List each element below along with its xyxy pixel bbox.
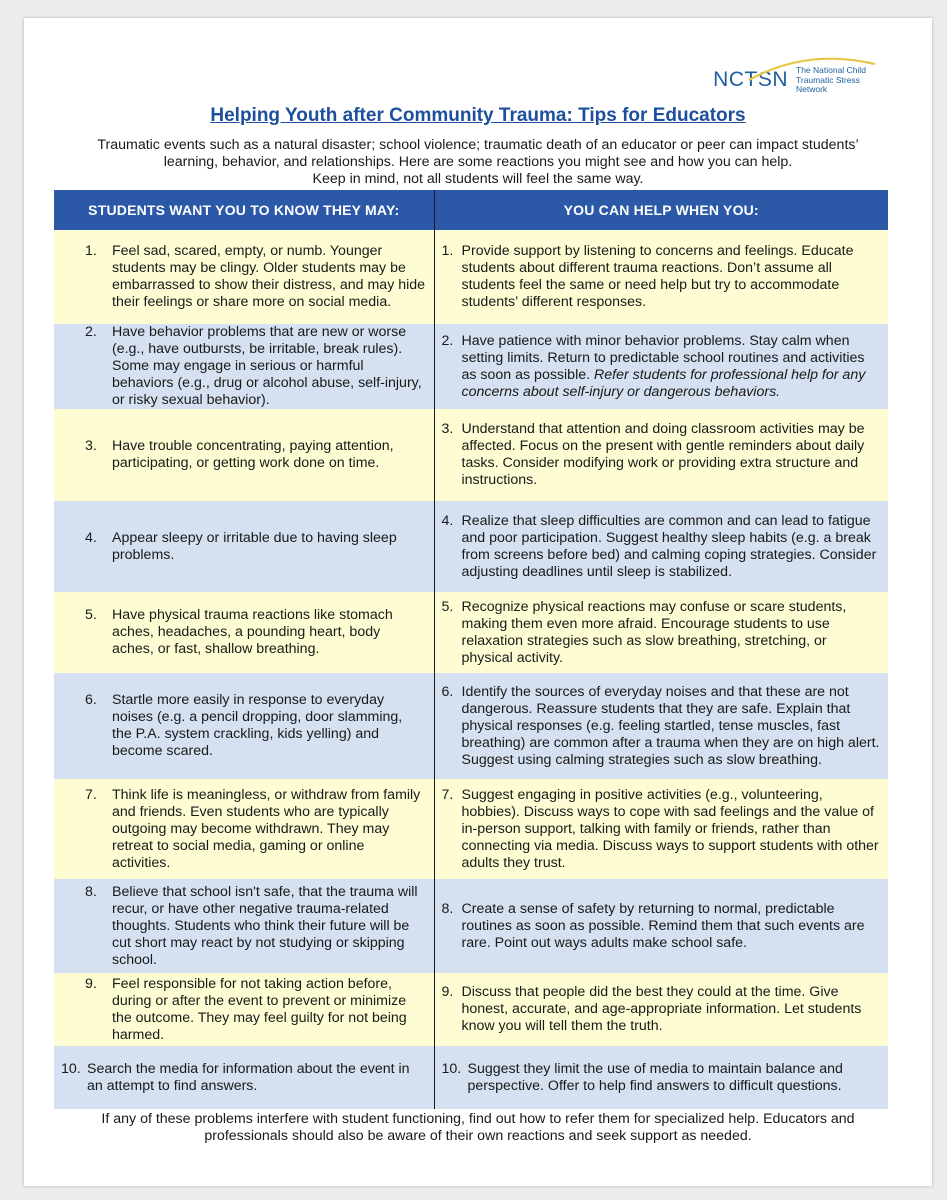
reaction-text: Appear sleepy or irritable due to having sleep problems.	[112, 529, 397, 563]
help-text: Provide support by listening to concerns and feelings. Educate students about different trauma reactions. Don’t assume all students feel the same or need help but try to accommodate students’ different responses.	[461, 243, 854, 310]
reaction-text: Have trouble concentrating, paying attention, participating, or getting work done on time.	[112, 438, 394, 471]
page-title: Helping Youth after Community Trauma: Tips for Educators	[210, 105, 746, 126]
table-row	[54, 230, 888, 324]
nctsn-logo	[713, 66, 888, 95]
reaction-cell	[54, 1046, 434, 1109]
intro-line: Traumatic events such as a natural disaster; school violence; traumatic death of an educator or peer can impact students’	[97, 137, 859, 153]
item-number: 2.	[441, 332, 454, 349]
help-cell	[434, 973, 888, 1046]
table-row	[54, 592, 888, 673]
item-number: 2.	[85, 324, 97, 340]
item-number: 4.	[85, 529, 97, 546]
logo-tagline: The National Child Traumatic Stress Network	[796, 65, 866, 94]
reaction-cell	[54, 973, 434, 1046]
item-number: 8.	[85, 883, 97, 900]
logo-mark	[713, 68, 788, 92]
logo-arc-icon	[747, 54, 877, 82]
reaction-text: Have behavior problems that are new or worse (e.g., have outbursts, be irritable, break rules). Some may engage in serious or harmful behaviors (e.g., drug or alcohol abuse, self-injury, or risky sexual behavior).	[112, 324, 422, 408]
help-text: Suggest engaging in positive activities (e.g., volunteering, hobbies). Discuss ways to cope with sad feelings and the value of in-person support, talking with family or friends, rather than connecting via media. Discuss ways to support students with other adults they trust.	[461, 786, 879, 871]
table-row	[54, 673, 888, 779]
table-row	[54, 501, 888, 592]
reaction-text: Believe that school isn't safe, that the trauma will recur, or have other negative trauma-related thoughts. Students who think their future will be cut short may react by not studying or skipping school.	[112, 883, 418, 968]
help-text: Recognize physical reactions may confuse or scare students, making them even more afraid. Encourage students to use relaxation strategies such as slow breathing, stretching, or physical activity.	[461, 598, 847, 666]
reaction-cell	[54, 324, 434, 409]
table-row	[54, 973, 888, 1046]
table-row	[54, 779, 888, 879]
help-text: Have patience with minor behavior problems. Stay calm when setting limits. Return to predictable school routines and activities as soon as possible.	[461, 332, 865, 383]
table-row	[54, 879, 888, 973]
item-number: 1.	[85, 243, 97, 259]
reaction-cell	[54, 592, 434, 673]
table-row	[54, 324, 888, 409]
help-text: Identify the sources of everyday noises and that these are not dangerous. Reassure students that they are safe. Explain that physical responses (e.g. feeling startled, tense muscles, fast breathing) are common after a trauma when they are on high alert. Suggest using calming strategies such as slow breathing.	[461, 683, 880, 768]
help-cell	[434, 592, 888, 673]
intro-line: learning, behavior, and relationships. Here are some reactions you might see and how you can help.	[163, 154, 793, 170]
item-number: 10.	[61, 1060, 81, 1077]
reaction-cell	[54, 501, 434, 592]
item-number: 4.	[441, 512, 454, 529]
document-page	[24, 18, 932, 1186]
logo-wordmark: NCTSN	[713, 68, 788, 92]
help-cell	[434, 1046, 888, 1109]
reaction-text: Have physical trauma reactions like stomach aches, headaches, a pounding heart, body aches, or fast, shallow breathing.	[112, 607, 393, 657]
header-students-may: STUDENTS WANT YOU TO KNOW THEY MAY:	[54, 190, 434, 230]
item-number: 1.	[441, 243, 454, 259]
item-number: 3.	[85, 438, 97, 454]
table-row	[54, 1046, 888, 1109]
item-number: 3.	[441, 421, 454, 437]
reaction-text: Feel responsible for not taking action before, during or after the event to prevent or minimize the outcome. They may feel guilty for not being harmed.	[112, 975, 407, 1043]
table-row	[54, 409, 888, 501]
reaction-cell	[54, 673, 434, 779]
help-cell	[434, 501, 888, 592]
reaction-text: Feel sad, scared, empty, or numb. Younger students may be clingy. Older students may be embarrassed to show their distress, and may hide their feelings or share more on social media.	[112, 243, 426, 310]
item-number: 5.	[85, 607, 97, 623]
reaction-text: Startle more easily in response to everyday noises (e.g. a pencil dropping, door slamming, the P.A. system crackling, kids yelling) and become scared.	[112, 692, 403, 759]
reaction-cell	[54, 879, 434, 973]
intro-line: Keep in mind, not all students will feel the same way.	[312, 171, 644, 187]
help-text: Understand that attention and doing classroom activities may be affected. Focus on the present with gentle reminders about daily tasks. Consider modifying work or providing extra structure and instructions.	[461, 421, 865, 488]
reaction-cell	[54, 230, 434, 324]
item-number: 10.	[441, 1060, 462, 1077]
help-text: Realize that sleep difficulties are common and can lead to fatigue and poor participation. Suggest healthy sleep habits (e.g. a break from screens before bed) and calming coping strategies. Consider adjusting deadlines until sleep is stabilized.	[461, 512, 877, 580]
reaction-text: Think life is meaningless, or withdraw from family and friends. Even students who are typically outgoing may become withdrawn. They may retreat to social media, gaming or online activities.	[112, 786, 421, 871]
item-number: 9.	[85, 975, 97, 992]
reaction-cell	[54, 409, 434, 501]
help-text: Create a sense of safety by returning to normal, predictable routines as soon as possible. Remind them that such events are rare. Point out ways adults make school safe.	[461, 900, 865, 951]
tips-table	[54, 190, 888, 1109]
item-number: 7.	[441, 786, 454, 803]
reaction-cell	[54, 779, 434, 879]
header-you-can-help: YOU CAN HELP WHEN YOU:	[434, 190, 888, 230]
table-header-row	[54, 190, 888, 230]
reaction-text: Search the media for information about the event in an attempt to find answers.	[87, 1060, 410, 1094]
help-cell	[434, 324, 888, 409]
item-number: 9.	[441, 984, 454, 1000]
help-text: Discuss that people did the best they could at the time. Give honest, accurate, and age-appropriate information. Let students know you will tell them the truth.	[461, 984, 862, 1034]
footer-note	[54, 1111, 902, 1145]
help-cell	[434, 673, 888, 779]
help-cell	[434, 879, 888, 973]
item-number: 8.	[441, 900, 454, 917]
footer-line: If any of these problems interfere with student functioning, find out how to refer them for specialized help. Educators and	[101, 1111, 855, 1127]
help-text-italic: Refer students for professional help for any concerns about self-injury or dangerous behaviors.	[461, 366, 866, 400]
help-cell	[434, 779, 888, 879]
footer-line: professionals should also be aware of their own reactions and seek support as needed.	[204, 1128, 752, 1144]
help-text: Suggest they limit the use of media to maintain balance and perspective. Offer to help find answers to difficult questions.	[467, 1060, 843, 1094]
item-number: 5.	[441, 598, 454, 615]
item-number: 6.	[441, 683, 454, 700]
help-cell	[434, 409, 888, 501]
item-number: 7.	[85, 786, 97, 803]
help-cell	[434, 230, 888, 324]
item-number: 6.	[85, 692, 97, 708]
intro-paragraph	[54, 137, 902, 188]
